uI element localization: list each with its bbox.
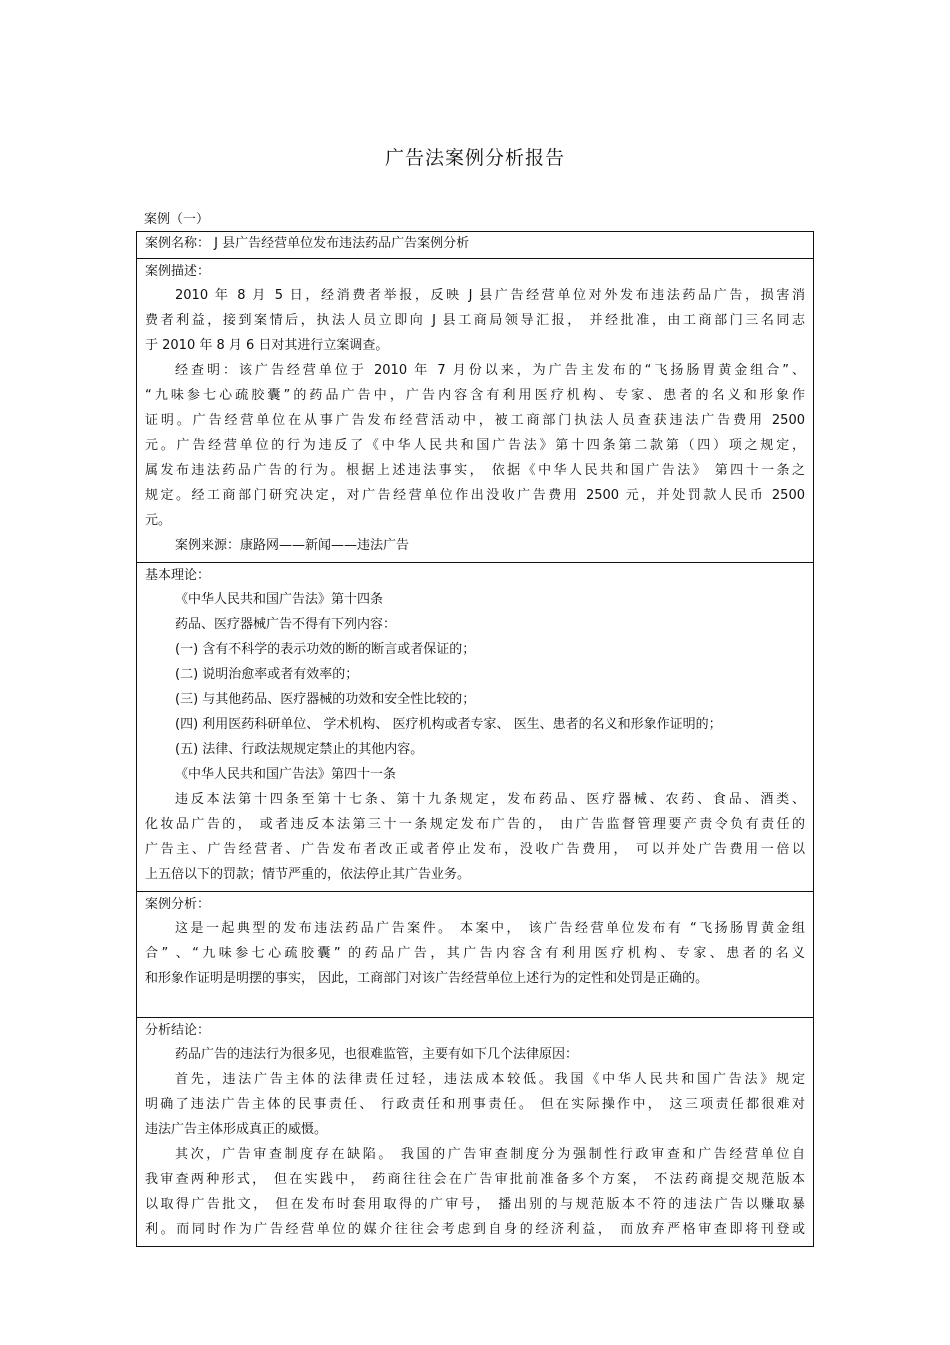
case-label: 案例（一） (144, 212, 210, 227)
report-table (136, 231, 814, 1247)
conclusion-line: 明确了违法广告主体的民事责任、 行政责任和刑事责任。 但在实际操作中， 这三项责任都很难对 (145, 1097, 805, 1112)
conclusion-line: 利。而同时作为广告经营单位的媒介往往会考虑到自身的经济利益， 而放弃严格审查即将刊登或 (145, 1222, 805, 1237)
theory-line: 上五倍以下的罚款；情节严重的，依法停止其广告业务。 (145, 867, 471, 882)
case-source: 案例来源：康路网——新闻——违法广告 (175, 538, 410, 553)
theory-line: (三) 与其他药品、医疗器械的功效和安全性比较的； (175, 692, 476, 707)
description-line: 属发布违法药品广告的行为。根据上述违法事实， 依据《中华人民共和国广告法》 第四十一条之 (145, 463, 805, 478)
analysis-header: 案例分析： (145, 897, 211, 912)
analysis-line: 合” 、“九味参七心疏胶囊” 的药品广告，其广告内容含有利用医疗机构、专家、患者的名义 (145, 946, 805, 961)
description-line: 于 2010 年 8 月 6 日对其进行立案调查。 (145, 338, 389, 353)
description-line: 2010 年 8 月 5 日，经消费者举报，反映 J 县广告经营单位对外发布违法药品广告，损害消 (175, 288, 805, 303)
description-line: 元。广告经营单位的行为违反了《中华人民共和国广告法》第十四条第二款第（四）项之规定， (145, 438, 805, 453)
description-line: 经查明：该广告经营单位于 2010 年 7 月份以来，为广告主发布的“飞扬肠胃黄金组合”、 (175, 363, 805, 378)
conclusion-line: 以取得广告批文， 但在发布时套用取得的广审号， 播出别的与规范版本不符的违法广告以赚取暴 (145, 1197, 805, 1212)
theory-line: (四) 利用医药科研单位、 学术机构、 医疗机构或者专家、 医生、患者的名义和形象作证明的； (175, 717, 722, 732)
conclusion-line: 药品广告的违法行为很多见，也很难监管，主要有如下几个法律原因： (175, 1047, 579, 1062)
theory-line: 药品、医疗器械广告不得有下列内容： (175, 617, 397, 632)
description-line: 规定。经工商部门研究决定，对广告经营单位作出没收广告费用 2500 元，并处罚款人民币 2500 (145, 488, 805, 503)
conclusion-line: 其次，广告审查制度存在缺陷。 我国的广告审查制度分为强制性行政审查和广告经营单位自 (175, 1147, 805, 1162)
page-title: 广告法案例分析报告 (384, 147, 565, 169)
conclusion-line: 违法广告主体形成真正的威慑。 (145, 1122, 328, 1137)
theory-line: (二) 说明治愈率或者有效率的； (175, 667, 359, 682)
conclusion-line: 我审查两种形式， 但在实践中， 药商往往会在广告审批前准备多个方案， 不法药商提交规范版本 (145, 1172, 805, 1187)
description-section (137, 259, 814, 563)
description-header: 案例描述： (145, 264, 211, 279)
theory-header: 基本理论： (145, 568, 211, 583)
theory-line: 化妆品广告的， 或者违反本法第三十一条规定发布广告的， 由广告监督管理要产责令负有责任的 (145, 817, 805, 832)
analysis-spacer (145, 991, 805, 1013)
theory-line: 《中华人民共和国广告法》第四十一条 (175, 767, 397, 782)
analysis-line: 这是一起典型的发布违法药品广告案件。 本案中， 该广告经营单位发布有 “飞扬肠胃黄金组 (175, 921, 805, 936)
conclusion-section (137, 1018, 814, 1247)
theory-line: 《中华人民共和国广告法》第十四条 (175, 592, 384, 607)
analysis-section (137, 892, 814, 1018)
theory-line: 违反本法第十四条至第十七条、第十九条规定，发布药品、医疗器械、农药、食品、酒类、 (175, 792, 805, 807)
case-name-cell: 案例名称： J 县广告经营单位发布违法药品广告案例分析 (137, 232, 814, 259)
theory-line: (一) 含有不科学的表示功效的断的断言或者保证的； (175, 642, 476, 657)
conclusion-line: 首先，违法广告主体的法律责任过轻，违法成本较低。我国《中华人民共和国广告法》规定 (175, 1072, 805, 1087)
theory-line: (五) 法律、行政法规规定禁止的其他内容。 (175, 742, 424, 757)
description-line: 元。 (145, 513, 172, 528)
theory-section (137, 563, 814, 892)
conclusion-header: 分析结论： (145, 1023, 211, 1038)
description-line: 费者利益，接到案情后，执法人员立即向 J 县工商局领导汇报， 并经批准，由工商部门三名同志 (145, 313, 805, 328)
description-line: 证明。广告经营单位在从事广告发布经营活动中，被工商部门执法人员查获违法广告费用 2500 (145, 413, 805, 428)
analysis-line: 和形象作证明是明摆的事实， 因此，工商部门对该广告经营单位上述行为的定性和处罚是正确的。 (145, 971, 709, 986)
theory-line: 广告主、广告经营者、广告发布者改正或者停止发布，没收广告费用， 可以并处广告费用一倍以 (145, 842, 805, 857)
description-line: “九味参七心疏胶囊”的药品广告中，广告内容含有利用医疗机构、专家、患者的名义和形象作 (145, 388, 805, 403)
